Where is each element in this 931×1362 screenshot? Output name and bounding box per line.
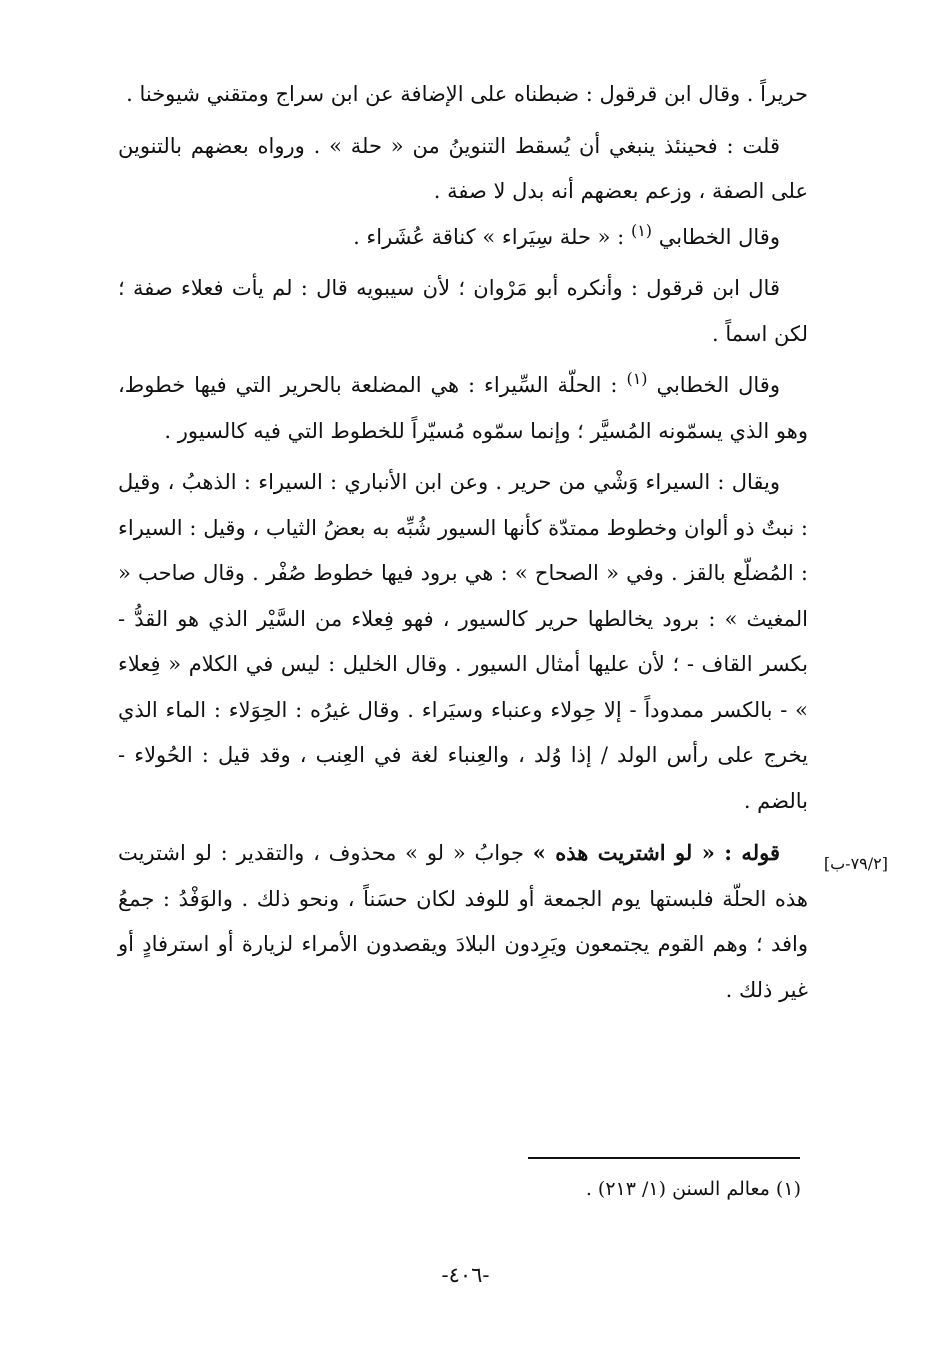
- footnote: (١) معالم السنن (١/ ٢١٣) .: [585, 1178, 801, 1200]
- page-body: [118, 72, 808, 1013]
- footnote-ref: (١): [630, 220, 653, 240]
- paragraph-5-lead: وقال الخطابي: [656, 373, 780, 397]
- paragraph-5-rest: : الحلّة السِّيراء : هي المضلعة بالحرير التي فيها خطوط، وهو الذي يسمّونه المُسيَّر ؛ وإنما سمّوه مُسيّراً للخطوط التي فيه كالسيور .: [118, 373, 808, 443]
- footnote-separator: [528, 1157, 800, 1159]
- paragraph-3-rest: : « حلة سِيَراء » كناقة عُشَراء .: [353, 224, 625, 249]
- paragraph-3: [118, 215, 808, 261]
- paragraph-3-lead: وقال الخطابي: [658, 224, 780, 249]
- paragraph-1: حريراً . وقال ابن قرقول : ضبطناه على الإضافة عن ابن سراج ومتقني شيوخنا .: [126, 82, 808, 106]
- paragraph-4: قال ابن قرقول : وأنكره أبو مَرْوان ؛ لأن سيبويه قال : لم يأت فعلاء صفة ؛ لكن اسماً .: [118, 276, 808, 346]
- quoted-heading: قوله : « لو اشتريت هذه »: [532, 840, 780, 865]
- page-number: -٤٠٦-: [441, 1263, 490, 1287]
- paragraph-2: قلت : فحينئذ ينبغي أن يُسقط التنوينُ من « حلة » . ورواه بعضهم بالتنوين على الصفة ، وزعم بعضهم أنه بدل لا صفة .: [118, 133, 808, 203]
- footnote-ref: (١): [626, 369, 648, 388]
- paragraph-7-rest: جوابُ « لو » محذوف ، والتقدير : لو اشتريت هذه الحلّة فلبستها يوم الجمعة أو للوفد لكان حسَناً ، ونحو ذلك . والوَفْدُ : جمعُ وافد ؛ وهم القوم يجتمعون ويَرِدون البلادَ ويقصدون الأمراء لزيارة أو استرفادٍ أو غير ذلك .: [118, 841, 808, 1002]
- margin-reference: [٧٩/٢-ب]: [823, 854, 888, 873]
- paragraph-5: [118, 363, 808, 454]
- paragraph-6: ويقال : السيراء وَشْي من حرير . وعن ابن الأنباري : السيراء : الذهبُ ، وقيل : نبتٌ ذو ألوان وخطوط ممتدّة كأنها السيور شُبِّه به بعضُ الثياب ، وقيل : السيراء : المُضلّع بالقز . وفي « الصحاح » : هي برود فيها خطوط صُفْر . وقال صاحب « المغيث » : برود يخالطها حرير كالسيور ، فهو فِعلاء من السَّيْر الذي هو القدُّ - بكسر القاف - ؛ لأن عليها أمثال السيور . وقال الخليل : ليس في الكلام « فِعلاء » - بالكسر ممدوداً - إلا حِولاء وعنباء وسيَراء . وقال غيرُه : الحِوَلاء : الماء الذي يخرج على رأس الولد / إذا وُلد ، والعِنباء لغة في العِنب ، وقد قيل : الحُولاء - بالضم .: [118, 470, 808, 813]
- paragraph-7: [118, 830, 808, 1013]
